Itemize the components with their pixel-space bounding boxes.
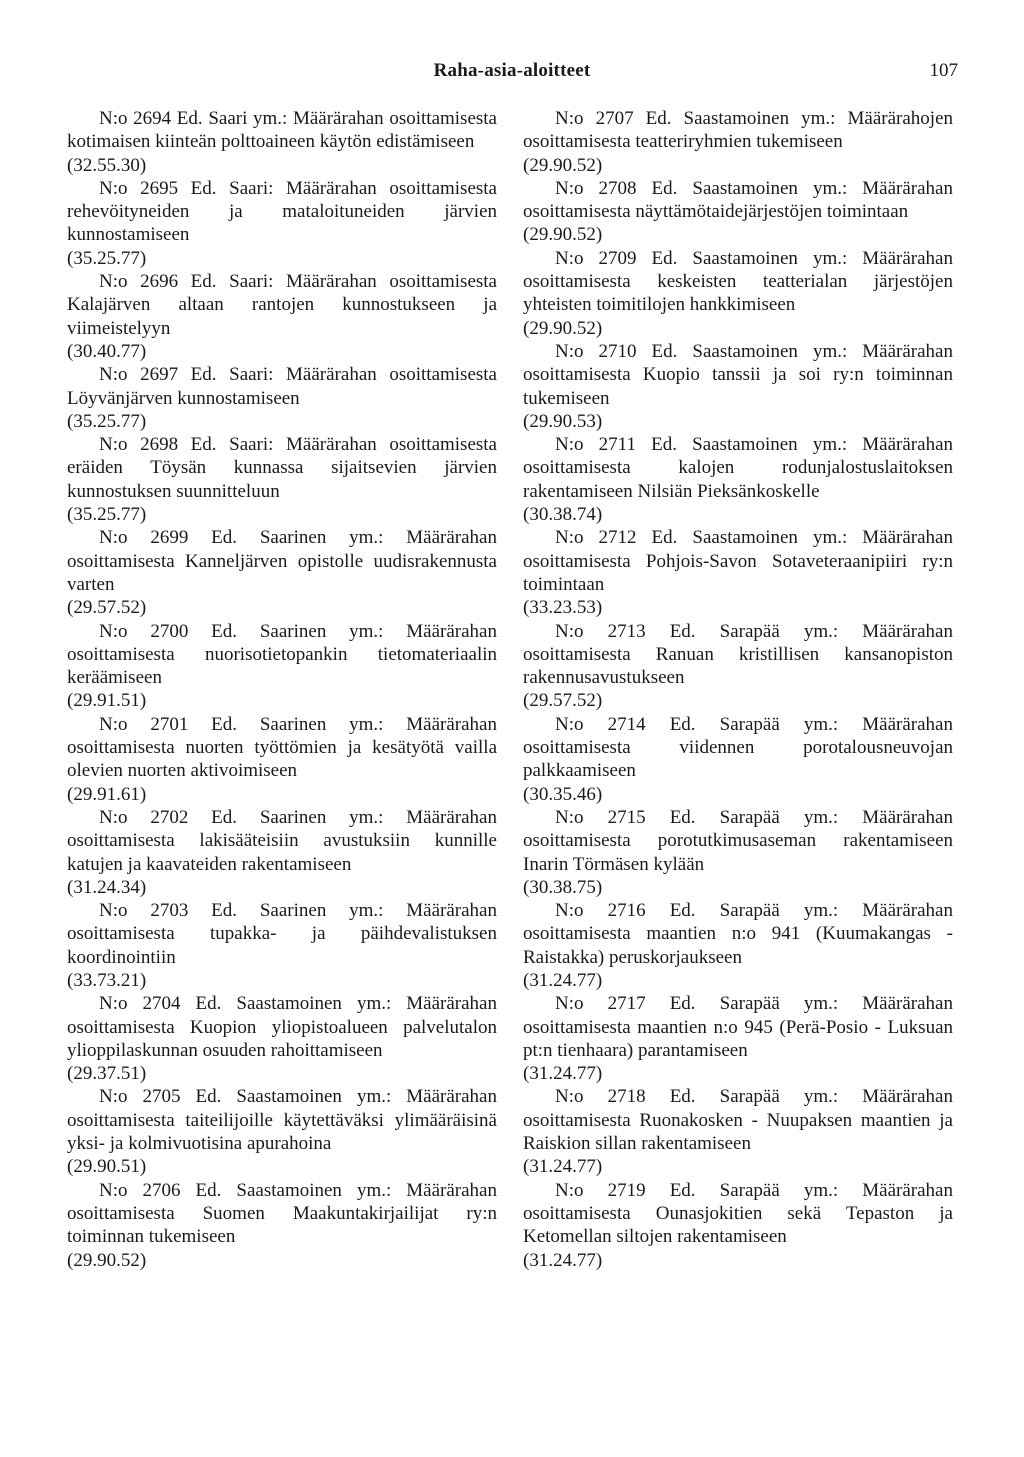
list-item: [523, 992, 953, 1085]
entry-reference: (29.90.52): [523, 154, 603, 176]
entry-text: N:o 2701 Ed. Saarinen ym.: Määrärahan osoittamisesta nuorten työttömien ja kesätyötä vailla olevien nuorten aktivoimiseen: [67, 713, 497, 782]
list-item: [67, 899, 497, 992]
entry-text: N:o 2711 Ed. Saastamoinen ym.: Määrärahan osoittamisesta kalojen rodunjalostuslaitoksen rakentamiseen Nilsiän Pieksänkoskelle: [523, 434, 953, 502]
entry-reference: (29.57.52): [67, 597, 147, 619]
entry-text: N:o 2717 Ed. Sarapää ym.: Määrärahan osoittamisesta maantien n:o 945 (Perä-Posio - Luksuan pt:n tienhaara) parantamiseen: [523, 993, 953, 1061]
entry-text: N:o 2700 Ed. Saarinen ym.: Määrärahan osoittamisesta nuorisotietopankin tietomateriaalin keräämiseen: [67, 620, 497, 689]
right-column: [523, 107, 953, 1272]
entry-reference: (29.90.52): [523, 224, 603, 246]
entry-reference: (29.90.52): [67, 1249, 147, 1271]
entry-text: N:o 2716 Ed. Sarapää ym.: Määrärahan osoittamisesta maantien n:o 941 (Kuumakangas - Raistakka) peruskorjaukseen: [523, 900, 953, 968]
list-item: [67, 1085, 497, 1178]
page-number: 107: [929, 60, 958, 81]
entry-text: N:o 2696 Ed. Saari: Määrärahan osoittamisesta Kalajärven altaan rantojen kunnostukseen ja viimeistelyyn: [67, 271, 497, 339]
list-item: [67, 270, 497, 363]
entry-text: N:o 2699 Ed. Saarinen ym.: Määrärahan osoittamisesta Kanneljärven opistolle uudisrakennusta varten: [67, 527, 497, 595]
entry-reference: (29.90.53): [523, 410, 603, 432]
entry-text: N:o 2712 Ed. Saastamoinen ym.: Määrärahan osoittamisesta Pohjois-Savon Sotaveteraanipiiri ry:n toimintaan: [523, 527, 953, 595]
entry-reference: (33.73.21): [67, 969, 147, 991]
entry-text: N:o 2715 Ed. Sarapää ym.: Määrärahan osoittamisesta porotutkimusaseman rakentamiseen Inarin Törmäsen kylään: [523, 806, 953, 875]
list-item: [67, 526, 497, 619]
entry-reference: (30.35.46): [523, 783, 603, 805]
list-item: [523, 899, 953, 992]
entry-reference: (32.55.30): [67, 154, 147, 176]
list-item: [523, 247, 953, 340]
entry-reference: (35.25.77): [67, 504, 147, 526]
entry-text: N:o 2706 Ed. Saastamoinen ym.: Määrärahan osoittamisesta Suomen Maakuntakirjailijat ry:n toiminnan tukemiseen: [67, 1179, 497, 1248]
list-item: [523, 1179, 953, 1272]
entry-reference: (31.24.77): [523, 1063, 603, 1085]
entry-text: N:o 2702 Ed. Saarinen ym.: Määrärahan osoittamisesta lakisääteisiin avustuksiin kunnille katujen ja kaavateiden rakentamiseen: [67, 806, 497, 875]
list-item: [523, 713, 953, 806]
left-column: [67, 107, 497, 1272]
entry-text: N:o 2698 Ed. Saari: Määrärahan osoittamisesta eräiden Töysän kunnassa sijaitsevien järvien kunnostuksen suunnitteluun: [67, 434, 497, 502]
entry-text: N:o 2705 Ed. Saastamoinen ym.: Määrärahan osoittamisesta taiteilijoille käytettäväksi ylimääräisinä yksi- ja kolmivuotisina apurahoina: [67, 1086, 497, 1155]
entry-reference: (30.38.74): [523, 504, 603, 526]
list-item: [67, 107, 497, 177]
list-item: [523, 340, 953, 433]
list-item: [67, 806, 497, 899]
entry-text: N:o 2695 Ed. Saari: Määrärahan osoittamisesta rehevöityneiden ja mataloituneiden järvien kunnostamiseen: [67, 177, 497, 246]
entry-text: N:o 2703 Ed. Saarinen ym.: Määrärahan osoittamisesta tupakka- ja päihdevalistuksen koordinointiin: [67, 900, 497, 968]
list-item: [67, 713, 497, 806]
list-item: [523, 1085, 953, 1178]
entry-text: N:o 2694 Ed. Saari ym.: Määrärahan osoittamisesta kotimaisen kiinteän polttoaineen käytön edistämiseen: [67, 108, 497, 153]
entry-reference: (29.37.51): [67, 1063, 147, 1085]
list-item: [523, 526, 953, 619]
entry-reference: (35.25.77): [67, 410, 147, 432]
list-item: [67, 433, 497, 526]
entry-reference: (29.91.51): [67, 690, 147, 712]
entry-reference: (31.24.34): [67, 876, 147, 898]
running-title: Raha-asia-aloitteet: [433, 60, 591, 81]
entry-reference: (31.24.77): [523, 969, 603, 991]
entry-reference: (33.23.53): [523, 597, 603, 619]
list-item: [67, 992, 497, 1085]
entry-reference: (29.91.61): [67, 783, 147, 805]
list-item: [67, 177, 497, 270]
entry-reference: (29.90.52): [523, 317, 603, 339]
entry-text: N:o 2719 Ed. Sarapää ym.: Määrärahan osoittamisesta Ounasjokitien sekä Tepaston ja Ketomellan siltojen rakentamiseen: [523, 1179, 953, 1248]
list-item: [67, 363, 497, 433]
entry-text: N:o 2713 Ed. Sarapää ym.: Määrärahan osoittamisesta Ranuan kristillisen kansanopiston rakennusavustukseen: [523, 620, 953, 689]
entry-reference: (31.24.77): [523, 1249, 603, 1271]
list-item: [523, 177, 953, 247]
entry-text: N:o 2718 Ed. Sarapää ym.: Määrärahan osoittamisesta Ruonakosken - Nuupaksen maantien ja Raiskion sillan rakentamiseen: [523, 1086, 953, 1155]
page-header: [0, 60, 1024, 90]
entry-text: N:o 2704 Ed. Saastamoinen ym.: Määrärahan osoittamisesta Kuopion yliopistoalueen palvelutalon ylioppilaskunnan osuuden rahoittamiseen: [67, 993, 497, 1061]
list-item: [523, 806, 953, 899]
entry-reference: (31.24.77): [523, 1156, 603, 1178]
entry-reference: (29.90.51): [67, 1156, 147, 1178]
entry-text: N:o 2710 Ed. Saastamoinen ym.: Määrärahan osoittamisesta Kuopio tanssii ja soi ry:n toiminnan tukemiseen: [523, 340, 953, 409]
entry-text: N:o 2707 Ed. Saastamoinen ym.: Määrärahojen osoittamisesta teatteriryhmien tukemiseen: [523, 108, 953, 153]
entry-text: N:o 2697 Ed. Saari: Määrärahan osoittamisesta Löyvänjärven kunnostamiseen: [67, 364, 497, 409]
list-item: [523, 620, 953, 713]
entry-text: N:o 2708 Ed. Saastamoinen ym.: Määrärahan osoittamisesta näyttämötaidejärjestöjen toimintaan: [523, 177, 953, 223]
entry-text: N:o 2709 Ed. Saastamoinen ym.: Määrärahan osoittamisesta keskeisten teatterialan järjestöjen yhteisten toimitilojen hankkimiseen: [523, 247, 953, 316]
entry-reference: (29.57.52): [523, 690, 603, 712]
list-item: [523, 433, 953, 526]
list-item: [67, 620, 497, 713]
list-item: [67, 1179, 497, 1272]
entry-reference: (35.25.77): [67, 247, 147, 269]
list-item: [523, 107, 953, 177]
entry-text: N:o 2714 Ed. Sarapää ym.: Määrärahan osoittamisesta viidennen porotalousneuvojan palkkaamiseen: [523, 713, 953, 782]
entry-reference: (30.38.75): [523, 876, 603, 898]
entry-reference: (30.40.77): [67, 340, 147, 362]
